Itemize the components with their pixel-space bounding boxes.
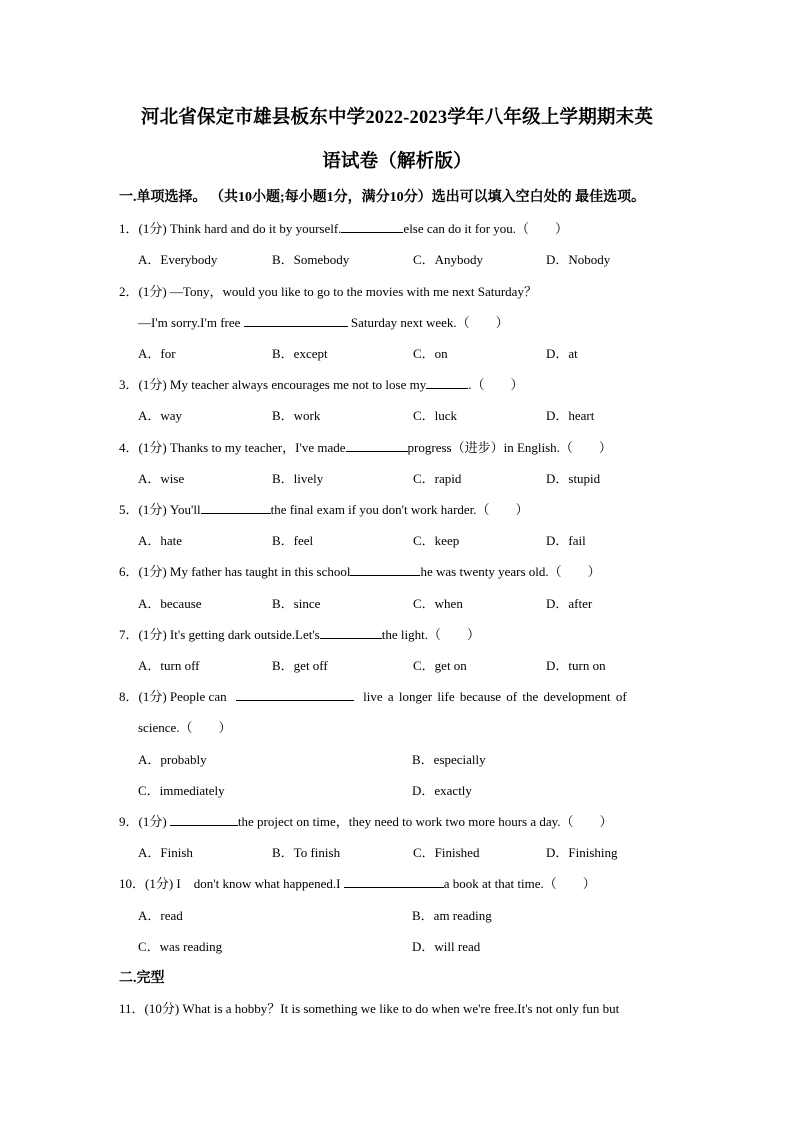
option-c[interactable]: C．on	[413, 346, 448, 361]
question-text-after: Saturday next week.（ ）	[350, 315, 509, 330]
question-number: 8．(1分)	[119, 689, 167, 704]
question-number: 7．(1分)	[119, 627, 167, 642]
question-number: 3．(1分)	[119, 377, 167, 392]
question-6	[119, 561, 601, 580]
question-text-before: It's getting dark outside.Let's	[169, 627, 320, 642]
option-a[interactable]: A．Everybody	[138, 252, 218, 267]
option-c[interactable]: C．get on	[413, 658, 467, 673]
question-4	[119, 437, 612, 456]
question-number: 10．(1分)	[119, 876, 174, 891]
question-8	[119, 686, 674, 705]
question-text-after: the light.（ ）	[381, 627, 480, 642]
question-number: 4．(1分)	[119, 440, 167, 455]
option-c[interactable]: C．when	[413, 596, 463, 611]
option-c[interactable]: C．Finished	[413, 845, 480, 860]
question-number: 1．(1分)	[119, 221, 167, 236]
option-a[interactable]: A．because	[138, 596, 202, 611]
option-a[interactable]: A．turn off	[138, 658, 200, 673]
option-a[interactable]: A．hate	[138, 533, 183, 548]
option-c[interactable]: C．was reading	[138, 939, 223, 954]
section2-heading: 二.完型	[119, 971, 165, 986]
answer-blank[interactable]	[244, 314, 348, 327]
question-text-before: —I'm sorry.I'm free	[138, 315, 241, 330]
option-c[interactable]: C．keep	[413, 533, 460, 548]
question-text-after: he was twenty years old.（ ）	[420, 564, 601, 579]
question-text-after: the final exam if you don't work harder.（ ）	[270, 502, 529, 517]
option-a[interactable]: A．Finish	[138, 845, 193, 860]
answer-blank[interactable]	[426, 376, 468, 389]
question-text-after: .（ ）	[468, 377, 524, 392]
question-text-after: live a longer life because of the development of	[363, 689, 627, 704]
question-text-after: else can do it for you.（ ）	[403, 221, 569, 236]
answer-blank[interactable]	[236, 688, 354, 701]
option-c[interactable]: C．rapid	[413, 471, 462, 486]
question-text-before: My father has taught in this school	[169, 564, 351, 579]
question-7	[119, 624, 480, 643]
question-text-line1: —Tony，would you like to go to the movies with me next Saturday？	[169, 284, 537, 299]
answer-blank[interactable]	[344, 875, 444, 888]
option-b[interactable]: B．work	[272, 408, 321, 423]
answer-blank[interactable]	[201, 501, 271, 514]
section1-heading: 一.单项选择。 （共10小题;每小题1分，满分10分）选出可以填入空白处的 最佳选项。	[119, 190, 646, 205]
page-title-line2: 语试卷（解析版）	[322, 152, 472, 172]
option-d[interactable]: D．Finishing	[546, 845, 618, 860]
option-d[interactable]: D．Nobody	[546, 252, 611, 267]
page-title-line1: 河北省保定市雄县板东中学2022-2023学年八年级上学期期末英	[140, 108, 654, 128]
option-c[interactable]: C．luck	[413, 408, 458, 423]
question-8-line2: science.（ ）	[138, 720, 232, 735]
option-a[interactable]: A．way	[138, 408, 183, 423]
answer-blank[interactable]	[320, 626, 382, 639]
option-c[interactable]: C．Anybody	[413, 252, 484, 267]
option-c[interactable]: C．immediately	[138, 783, 225, 798]
question-2	[119, 281, 537, 300]
question-text-before: My teacher always encourages me not to lose my	[169, 377, 427, 392]
question-3	[119, 374, 524, 393]
option-b[interactable]: B．especially	[412, 752, 486, 767]
option-b[interactable]: B．Somebody	[272, 252, 350, 267]
option-d[interactable]: D．will read	[412, 939, 481, 954]
option-a[interactable]: A．for	[138, 346, 176, 361]
option-b[interactable]: B．feel	[272, 533, 314, 548]
question-10	[119, 873, 596, 892]
question-5	[119, 499, 529, 518]
question-text-before: I don't know what happened.I	[176, 876, 341, 891]
option-d[interactable]: D．at	[546, 346, 578, 361]
question-text-after: progress（进步）in English.（ ）	[407, 440, 612, 455]
question-number: 6．(1分)	[119, 564, 167, 579]
answer-blank[interactable]	[350, 563, 420, 576]
option-d[interactable]: D．fail	[546, 533, 586, 548]
option-b[interactable]: B．except	[272, 346, 328, 361]
question-11: 11．(10分) What is a hobby？It is something we like to do when we're free.It's not only fun but	[119, 1001, 620, 1016]
question-9	[119, 811, 613, 830]
option-b[interactable]: B．am reading	[412, 908, 492, 923]
option-a[interactable]: A．probably	[138, 752, 207, 767]
answer-blank[interactable]	[346, 439, 408, 452]
question-text-before: People can	[169, 689, 227, 704]
option-b[interactable]: B．since	[272, 596, 321, 611]
question-1	[119, 218, 568, 237]
option-b[interactable]: B．To finish	[272, 845, 341, 860]
question-text-before: Thanks to my teacher，I've made	[169, 440, 346, 455]
option-a[interactable]: A．wise	[138, 471, 185, 486]
option-d[interactable]: D．turn on	[546, 658, 606, 673]
option-d[interactable]: D．heart	[546, 408, 595, 423]
answer-blank[interactable]	[170, 813, 238, 826]
option-d[interactable]: D．exactly	[412, 783, 472, 798]
option-d[interactable]: D．stupid	[546, 471, 601, 486]
option-d[interactable]: D．after	[546, 596, 593, 611]
question-text-before: You'll	[169, 502, 201, 517]
question-number: 2．(1分)	[119, 284, 167, 299]
option-b[interactable]: B．lively	[272, 471, 324, 486]
answer-blank[interactable]	[341, 220, 403, 233]
question-text-before: Think hard and do it by yourself.	[169, 221, 342, 236]
question-number: 5．(1分)	[119, 502, 167, 517]
option-a[interactable]: A．read	[138, 908, 183, 923]
question-2-line2	[138, 312, 509, 331]
question-number: 9．(1分)	[119, 814, 167, 829]
question-text-after: the project on time，they need to work two more hours a day.（ ）	[237, 814, 613, 829]
question-text-after: a book at that time.（ ）	[443, 876, 596, 891]
option-b[interactable]: B．get off	[272, 658, 328, 673]
